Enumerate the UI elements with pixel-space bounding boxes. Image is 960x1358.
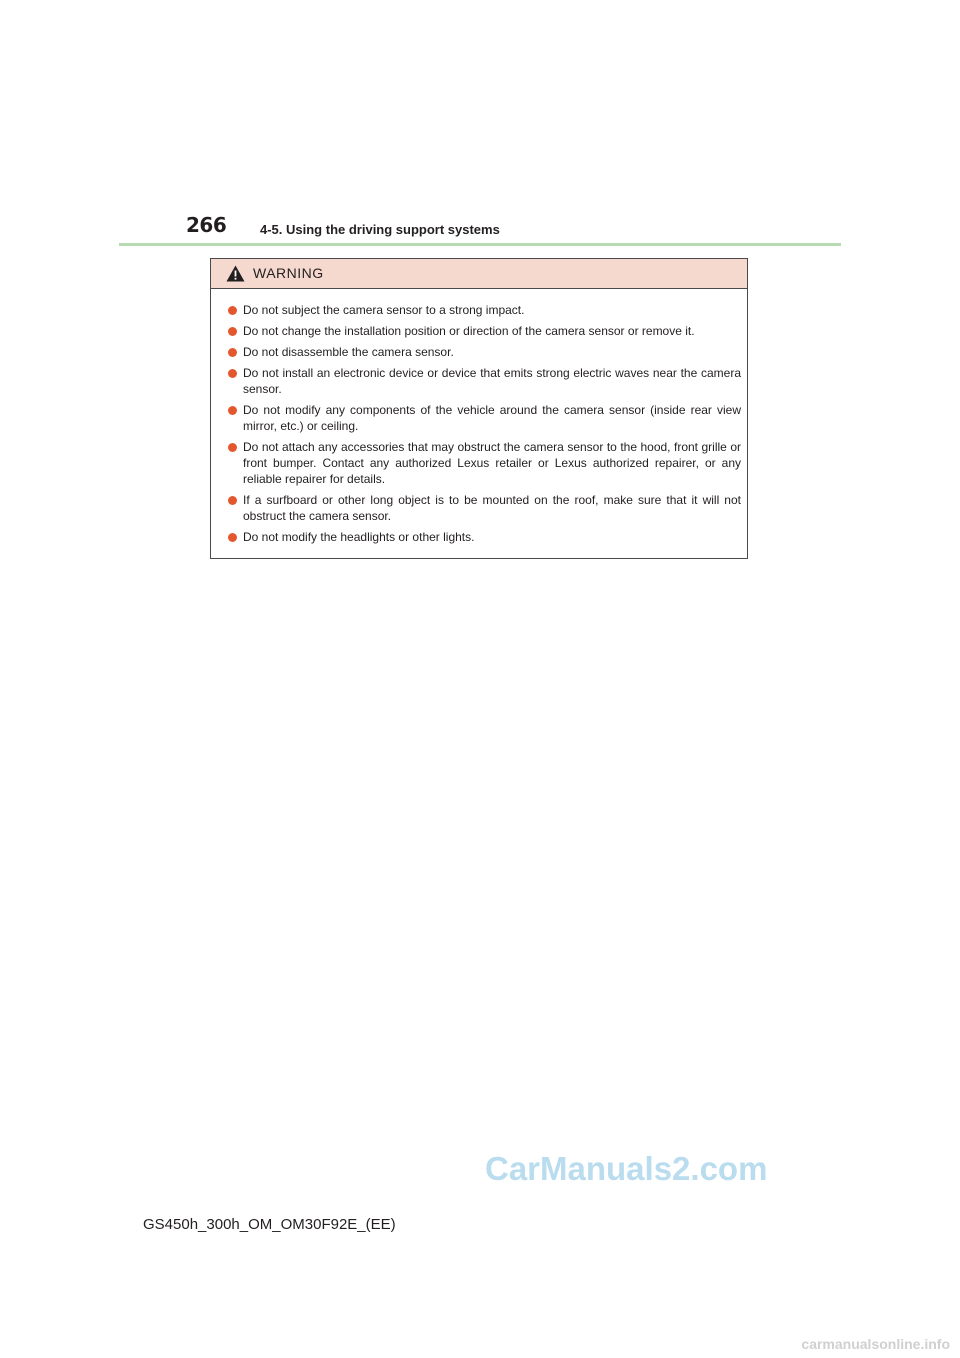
header-rule bbox=[119, 243, 841, 246]
warning-header bbox=[211, 259, 747, 289]
list-item bbox=[228, 529, 741, 545]
watermark-corner: carmanualsonline.info bbox=[801, 1336, 950, 1352]
warning-item-text: Do not modify any components of the vehicle around the camera sensor (inside rear view mirror, etc.) or ceiling. bbox=[243, 403, 741, 433]
warning-item-text: Do not install an electronic device or device that emits strong electric waves near the camera sensor. bbox=[243, 366, 741, 396]
bullet-icon bbox=[228, 327, 237, 336]
list-item bbox=[228, 492, 741, 524]
watermark-logo: CarManuals2.com bbox=[485, 1150, 768, 1187]
warning-item-text: Do not disassemble the camera sensor. bbox=[243, 345, 454, 359]
warning-label: WARNING bbox=[253, 265, 324, 281]
list-item bbox=[228, 323, 741, 339]
list-item bbox=[228, 302, 741, 318]
list-item bbox=[228, 365, 741, 397]
warning-item-text: Do not change the installation position or direction of the camera sensor or remove it. bbox=[243, 324, 695, 338]
bullet-icon bbox=[228, 533, 237, 542]
list-item bbox=[228, 402, 741, 434]
manual-code: GS450h_300h_OM_OM30F92E_(EE) bbox=[143, 1216, 396, 1233]
warning-item-text: Do not subject the camera sensor to a strong impact. bbox=[243, 303, 525, 317]
list-item bbox=[228, 439, 741, 487]
bullet-icon bbox=[228, 496, 237, 505]
list-item bbox=[228, 344, 741, 360]
warning-item-text: If a surfboard or other long object is to be mounted on the roof, make sure that it will not obstruct the camera sensor. bbox=[243, 493, 741, 523]
section-title: 4-5. Using the driving support systems bbox=[260, 222, 500, 237]
page-number: 266 bbox=[186, 213, 227, 237]
warning-box bbox=[210, 258, 748, 559]
bullet-icon bbox=[228, 348, 237, 357]
warning-triangle-icon bbox=[226, 265, 245, 282]
bullet-icon bbox=[228, 369, 237, 378]
warning-item-text: Do not modify the headlights or other lights. bbox=[243, 530, 475, 544]
bullet-icon bbox=[228, 406, 237, 415]
warning-list bbox=[211, 289, 747, 545]
bullet-icon bbox=[228, 443, 237, 452]
bullet-icon bbox=[228, 306, 237, 315]
warning-item-text: Do not attach any accessories that may obstruct the camera sensor to the hood, front grille or front bumper. Contact any authorized Lexus retailer or Lexus authorized repairer, or any reliable repairer for details. bbox=[243, 440, 741, 486]
